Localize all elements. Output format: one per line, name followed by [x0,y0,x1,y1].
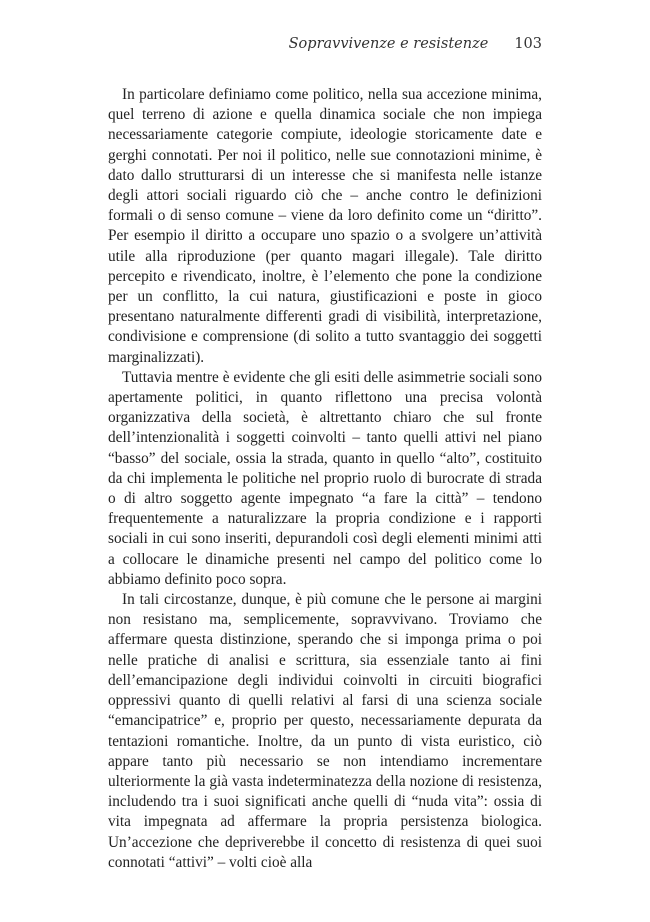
body-text [108,85,542,873]
section-title: Sopravvivenze e resistenze [288,36,489,52]
paragraph-1: In particolare definiamo come politico, nella sua accezione minima, quel terreno di azione e quella dinamica sociale che non impiega necessariamente categorie compiute, ideologie storicamente date e gerghi connotati. Per noi il politico, nelle sue connotazioni minime, è dato dallo strutturarsi di un interesse che si manifesta nelle istanze degli attori sociali riguardo ciò che – anche contro le definizioni formali o di senso comune – viene da loro definito come un “diritto”. Per esempio il diritto a occupare uno spazio o a svolgere un’attività utile alla riproduzione (per quanto magari illegale). Tale diritto percepito e rivendicato, inoltre, è l’elemento che pone la condizione per un conflitto, la cui natura, giustificazioni e poste in gioco presentano naturalmente differenti gradi di visibilità, interpretazione, condivisione e comprensione (di solito a tutto svantaggio dei soggetti marginalizzati). [108,86,542,366]
paragraph-2: Tuttavia mentre è evidente che gli esiti delle asimmetrie sociali sono apertamente politici, in quanto riflettono una precisa volontà organizzativa della società, è altrettanto chiaro che sul fronte dell’intenzionalità i soggetti coinvolti – tanto quelli attivi nel piano “basso” del sociale, ossia la strada, quanto in quello “alto”, costituito da chi implementa le politiche nel proprio ruolo di burocrate di strada o di altro soggetto agente impegnato “a fare la città” – tendono frequentemente a naturalizzare la propria condizione e i rapporti sociali in cui sono inseriti, depurandoli così degli elementi minimi atti a collocare le dinamiche presenti nel campo del politico come lo abbiamo definito poco sopra. [108,368,542,588]
page-number: 103 [514,36,542,52]
paragraph-3: In tali circostanze, dunque, è più comune che le persone ai margini non resistano ma, semplicemente, sopravvivano. Troviamo che affermare questa distinzione, sperando che si imponga prima o poi nelle pratiche di analisi e scrittura, sia essenziale tanto ai fini dell’emancipazione degli individui coinvolti in circuiti biografici oppressivi quanto di quelli relativi al farsi di una scienza sociale “emancipatrice” e, proprio per questo, necessariamente depurata da tentazioni romantiche. Inoltre, da un punto di vista euristico, ciò appare tanto più necessario se non intendiamo incrementare ulteriormente la già vasta indeterminatezza della nozione di resistenza, includendo tra i suoi significati anche quelli di “nuda vita”: ossia di vita impegnata ad affermare la propria persistenza biologica. Un’accezione che depriverebbe il concetto di resistenza di quei suoi connotati “attivi” – volti cioè alla [108,591,542,871]
running-head [289,36,542,52]
